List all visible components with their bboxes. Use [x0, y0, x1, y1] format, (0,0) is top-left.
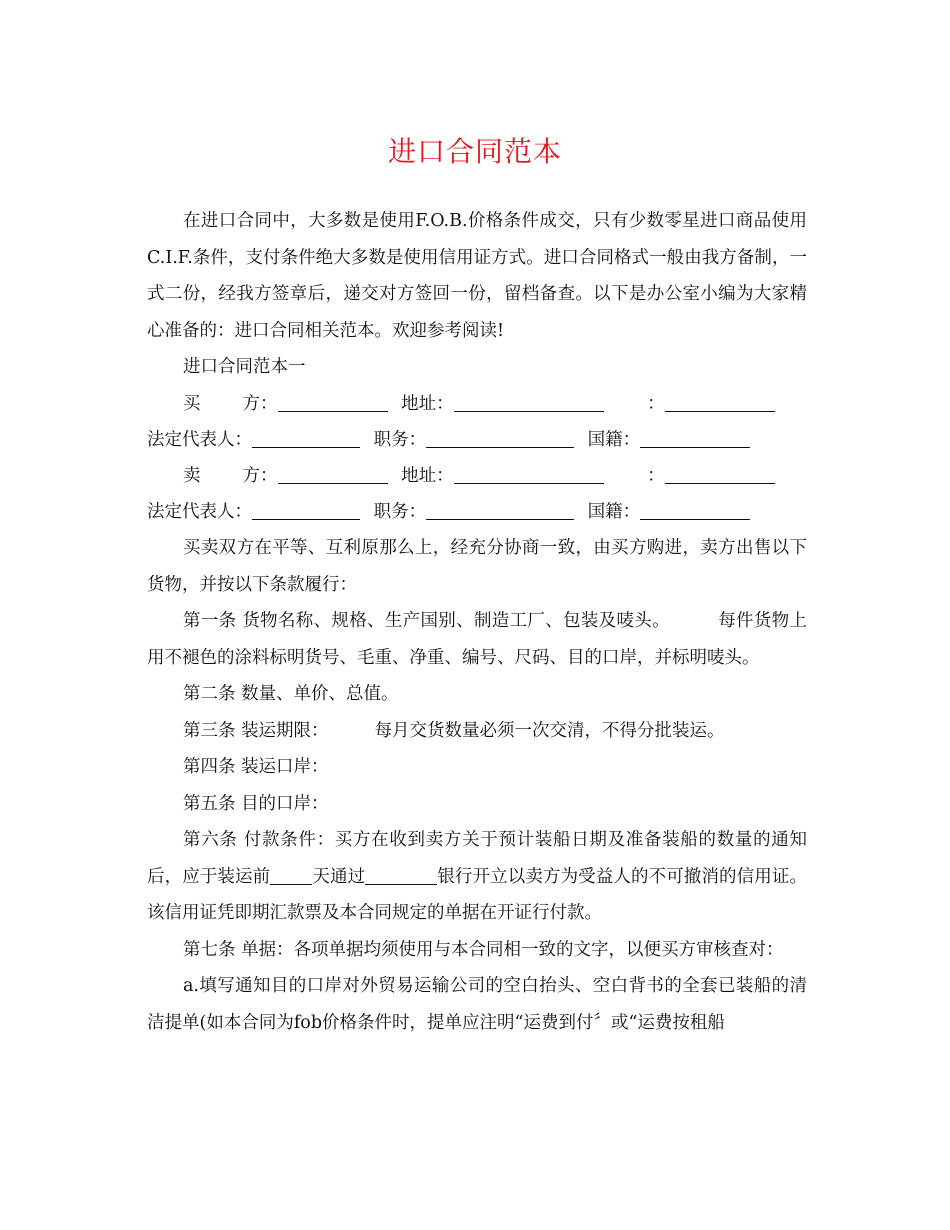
seller-rep-blank [252, 501, 360, 520]
buyer-nationality-blank [640, 429, 750, 448]
page-title: 进口合同范本 [387, 135, 562, 168]
terms-block [147, 530, 807, 1041]
article-7: 第七条 单据：各项单据均须使用与本合同相一致的文字，以便买方审核查对： [183, 939, 784, 960]
article-1: 第一条 货物名称、规格、生产国别、制造工厂、包装及唛头。 每件货物上用不褪色的涂料标明货号、毛重、净重、编号、尺码、目的口岸，并标明唛头。 [147, 611, 808, 668]
item-a: a.填写通知目的口岸对外贸易运输公司的空白抬头、空白背书的全套已装船的清洁提单(如本合同为fob价格条件时，提单应注明“运费到付〞或“运费按租船 [147, 976, 807, 1033]
seller-address-blank [454, 465, 604, 484]
seller-rep-row: 法定代表人： 职务： 国籍： [147, 494, 750, 530]
bank-blank [365, 866, 437, 885]
article-2: 第二条 数量、单价、总值。 [183, 684, 399, 704]
intro-block [147, 203, 807, 386]
buyer-position-blank [426, 429, 574, 448]
buyer-blank [278, 393, 388, 412]
article-3: 第三条 装运期限： 每月交货数量必须一次交清，不得分批装运。 [183, 720, 725, 741]
seller-blank [278, 465, 388, 484]
preamble-paragraph: 买卖双方在平等、互利原那么上，经充分协商一致，由买方购进，卖方出售以下货物，并按以下条款履行： [147, 538, 807, 595]
days-blank [270, 866, 312, 885]
buyer-rep-blank [252, 429, 360, 448]
buyer-address-blank [454, 393, 604, 412]
article-5: 第五条 目的口岸： [183, 793, 329, 814]
article-6: 第六条 付款条件：买方在收到卖方关于预计装船日期及准备装船的数量的通知后，应于装运前 天通过 银行开立以卖方为受益人的不可撤消的信用证。该信用证凭即期汇款票及本合同规定的单据在开证行付款。 [147, 830, 807, 923]
intro-paragraph: 在进口合同中，大多数是使用F.O.B.价格条件成交，只有少数零星进口商品使用C.I.F.条件，支付条件绝大多数是使用信用证方式。进口合同格式一般由我方备制，一式二份，经我方签章后，递交对方签回一份，留档备查。以下是办公室小编为大家精心准备的：进口合同相关范本。欢迎参考阅读! [147, 211, 807, 341]
article-4: 第四条 装运口岸： [183, 757, 329, 777]
sample-heading: 进口合同范本一 [183, 357, 306, 377]
seller-row: 卖 方： 地址： ： [183, 458, 775, 494]
buyer-rep-row: 法定代表人： 职务： 国籍： [147, 422, 750, 458]
buyer-row: 买 方： 地址： ： [183, 386, 775, 422]
seller-nationality-blank [640, 501, 750, 520]
seller-position-blank [426, 501, 574, 520]
party-fields [147, 386, 847, 536]
buyer-extra-blank [665, 393, 775, 412]
seller-extra-blank [665, 465, 775, 484]
